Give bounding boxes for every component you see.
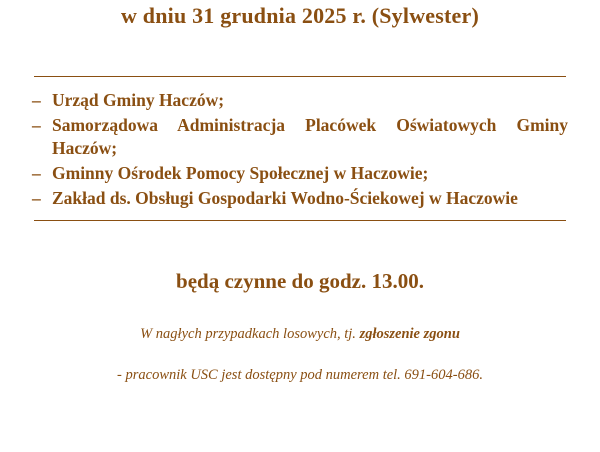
list-bullet-dash-icon: – xyxy=(32,188,41,208)
list-item-label: Gminny Ośrodek Pomocy Społecznej w Haczowie; xyxy=(52,163,429,183)
divider-bottom xyxy=(34,220,566,221)
list-item xyxy=(32,162,568,185)
document-page xyxy=(0,2,600,452)
emergency-note-prefix: W nagłych przypadkach losowych, tj. xyxy=(140,326,360,342)
institution-list xyxy=(32,89,568,210)
closing-time-statement: będą czynne do godz. 13.00. xyxy=(176,269,424,293)
list-item-label: Urząd Gminy Haczów; xyxy=(52,90,225,110)
list-item xyxy=(32,187,568,210)
emergency-note xyxy=(18,326,582,343)
list-item xyxy=(32,89,568,112)
contact-line: - pracownik USC jest dostępny pod numerem tel. 691-604-686. xyxy=(117,367,483,383)
list-item xyxy=(32,114,568,160)
list-item-label: Samorządowa Administracja Placówek Oświatowych Gminy Haczów; xyxy=(52,115,568,158)
list-bullet-dash-icon: – xyxy=(32,163,41,183)
list-bullet-dash-icon: – xyxy=(32,90,41,110)
page-title: w dniu 31 grudnia 2025 r. (Sylwester) xyxy=(120,3,479,28)
emergency-note-emphasis: zgłoszenie zgonu xyxy=(359,326,460,342)
divider-top xyxy=(34,76,566,77)
list-bullet-dash-icon: – xyxy=(32,115,41,135)
list-item-label: Zakład ds. Obsługi Gospodarki Wodno-Ściekowej w Haczowie xyxy=(52,188,518,208)
